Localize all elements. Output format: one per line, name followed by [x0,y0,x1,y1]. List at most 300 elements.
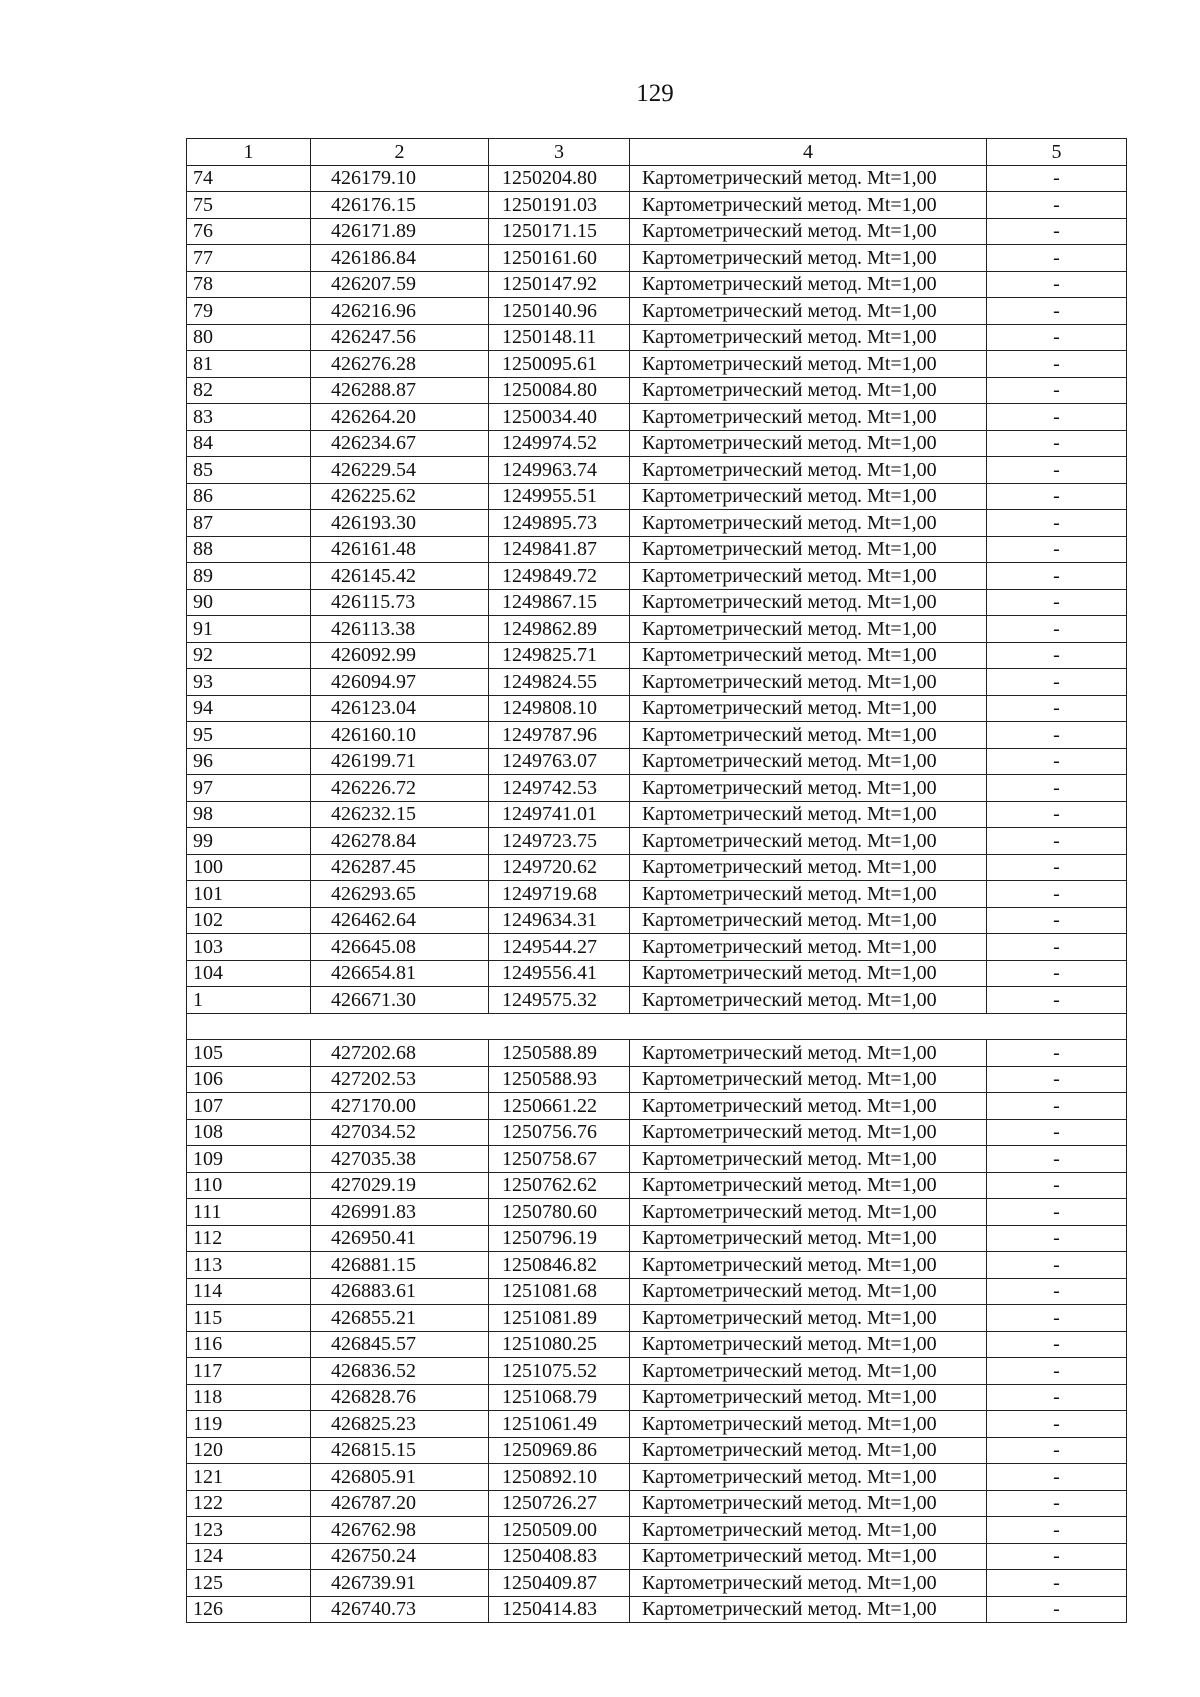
table-row [187,1411,1127,1438]
x-coordinate-cell: 426288.87 [311,377,489,404]
point-number-cell: 125 [187,1570,311,1597]
table-row [187,1040,1127,1067]
y-coordinate-cell: 1250095.61 [489,351,630,378]
method-cell: Картометрический метод. Mt=1,00 [630,165,987,192]
point-number-cell: 110 [187,1172,311,1199]
method-cell: Картометрический метод. Mt=1,00 [630,695,987,722]
table-row [187,775,1127,802]
table-row [187,987,1127,1014]
point-number-cell: 88 [187,536,311,563]
x-coordinate-cell: 426247.56 [311,324,489,351]
point-number-cell: 84 [187,430,311,457]
point-number-cell: 116 [187,1331,311,1358]
method-cell: Картометрический метод. Mt=1,00 [630,642,987,669]
note-cell: - [987,934,1127,961]
y-coordinate-cell: 1249867.15 [489,589,630,616]
point-number-cell: 83 [187,404,311,431]
method-cell: Картометрический метод. Mt=1,00 [630,563,987,590]
y-coordinate-cell: 1249808.10 [489,695,630,722]
x-coordinate-cell: 426828.76 [311,1384,489,1411]
table-row [187,351,1127,378]
point-number-cell: 123 [187,1517,311,1544]
table-row [187,165,1127,192]
point-number-cell: 105 [187,1040,311,1067]
header-cell-y: 3 [489,139,630,166]
table-row [187,1278,1127,1305]
x-coordinate-cell: 426207.59 [311,271,489,298]
page-number: 129 [636,80,674,107]
table-row [187,1119,1127,1146]
point-number-cell: 120 [187,1437,311,1464]
table-row [187,695,1127,722]
y-coordinate-cell: 1249825.71 [489,642,630,669]
table-row [187,1066,1127,1093]
x-coordinate-cell: 426762.98 [311,1517,489,1544]
x-coordinate-cell: 426226.72 [311,775,489,802]
method-cell: Картометрический метод. Mt=1,00 [630,1331,987,1358]
x-coordinate-cell: 427035.38 [311,1146,489,1173]
y-coordinate-cell: 1251075.52 [489,1358,630,1385]
y-coordinate-cell: 1250140.96 [489,298,630,325]
method-cell: Картометрический метод. Mt=1,00 [630,1119,987,1146]
y-coordinate-cell: 1250147.92 [489,271,630,298]
method-cell: Картометрический метод. Mt=1,00 [630,1358,987,1385]
table-row [187,1358,1127,1385]
x-coordinate-cell: 426739.91 [311,1570,489,1597]
x-coordinate-cell: 427202.53 [311,1066,489,1093]
table-row [187,854,1127,881]
coordinates-table-body [187,139,1127,1623]
y-coordinate-cell: 1250204.80 [489,165,630,192]
x-coordinate-cell: 426216.96 [311,298,489,325]
method-cell: Картометрический метод. Mt=1,00 [630,1543,987,1570]
note-cell: - [987,404,1127,431]
x-coordinate-cell: 426199.71 [311,748,489,775]
y-coordinate-cell: 1249723.75 [489,828,630,855]
note-cell: - [987,1146,1127,1173]
point-number-cell: 1 [187,987,311,1014]
method-cell: Картометрический метод. Mt=1,00 [630,351,987,378]
table-row [187,1146,1127,1173]
table-row [187,1384,1127,1411]
table-row [187,907,1127,934]
table-row [187,1225,1127,1252]
point-number-cell: 85 [187,457,311,484]
table-row [187,748,1127,775]
note-cell: - [987,351,1127,378]
point-number-cell: 115 [187,1305,311,1332]
y-coordinate-cell: 1249556.41 [489,960,630,987]
y-coordinate-cell: 1250171.15 [489,218,630,245]
point-number-cell: 74 [187,165,311,192]
y-coordinate-cell: 1250034.40 [489,404,630,431]
method-cell: Картометрический метод. Mt=1,00 [630,722,987,749]
table-row [187,1331,1127,1358]
y-coordinate-cell: 1249787.96 [489,722,630,749]
table-row [187,1570,1127,1597]
point-number-cell: 119 [187,1411,311,1438]
x-coordinate-cell: 426094.97 [311,669,489,696]
table-row [187,642,1127,669]
x-coordinate-cell: 426881.15 [311,1252,489,1279]
y-coordinate-cell: 1249742.53 [489,775,630,802]
y-coordinate-cell: 1250780.60 [489,1199,630,1226]
note-cell: - [987,1384,1127,1411]
y-coordinate-cell: 1250661.22 [489,1093,630,1120]
point-number-cell: 114 [187,1278,311,1305]
y-coordinate-cell: 1251068.79 [489,1384,630,1411]
method-cell: Картометрический метод. Mt=1,00 [630,536,987,563]
y-coordinate-cell: 1249741.01 [489,801,630,828]
table-row [187,960,1127,987]
point-number-cell: 109 [187,1146,311,1173]
y-coordinate-cell: 1250161.60 [489,245,630,272]
method-cell: Картометрический метод. Mt=1,00 [630,854,987,881]
x-coordinate-cell: 426186.84 [311,245,489,272]
y-coordinate-cell: 1249862.89 [489,616,630,643]
y-coordinate-cell: 1251081.89 [489,1305,630,1332]
table-row [187,218,1127,245]
note-cell: - [987,1358,1127,1385]
y-coordinate-cell: 1249634.31 [489,907,630,934]
y-coordinate-cell: 1250892.10 [489,1464,630,1491]
table-row [187,934,1127,961]
note-cell: - [987,1093,1127,1120]
method-cell: Картометрический метод. Mt=1,00 [630,1411,987,1438]
note-cell: - [987,775,1127,802]
method-cell: Картометрический метод. Mt=1,00 [630,669,987,696]
x-coordinate-cell: 426836.52 [311,1358,489,1385]
note-cell: - [987,324,1127,351]
method-cell: Картометрический метод. Mt=1,00 [630,1278,987,1305]
header-cell-point: 1 [187,139,311,166]
y-coordinate-cell: 1249849.72 [489,563,630,590]
note-cell: - [987,1490,1127,1517]
method-cell: Картометрический метод. Mt=1,00 [630,1093,987,1120]
note-cell: - [987,430,1127,457]
y-coordinate-cell: 1249963.74 [489,457,630,484]
note-cell: - [987,1278,1127,1305]
y-coordinate-cell: 1250726.27 [489,1490,630,1517]
y-coordinate-cell: 1250758.67 [489,1146,630,1173]
note-cell: - [987,536,1127,563]
x-coordinate-cell: 426845.57 [311,1331,489,1358]
note-cell: - [987,748,1127,775]
note-cell: - [987,1517,1127,1544]
x-coordinate-cell: 426991.83 [311,1199,489,1226]
table-row [187,377,1127,404]
point-number-cell: 121 [187,1464,311,1491]
note-cell: - [987,642,1127,669]
note-cell: - [987,960,1127,987]
y-coordinate-cell: 1250409.87 [489,1570,630,1597]
y-coordinate-cell: 1249824.55 [489,669,630,696]
method-cell: Картометрический метод. Mt=1,00 [630,1517,987,1544]
method-cell: Картометрический метод. Mt=1,00 [630,1437,987,1464]
note-cell: - [987,881,1127,908]
note-cell: - [987,1225,1127,1252]
method-cell: Картометрический метод. Mt=1,00 [630,192,987,219]
y-coordinate-cell: 1249955.51 [489,483,630,510]
note-cell: - [987,1411,1127,1438]
note-cell: - [987,563,1127,590]
method-cell: Картометрический метод. Mt=1,00 [630,1490,987,1517]
y-coordinate-cell: 1250414.83 [489,1596,630,1623]
table-row [187,1437,1127,1464]
method-cell: Картометрический метод. Mt=1,00 [630,616,987,643]
point-number-cell: 107 [187,1093,311,1120]
table-row [187,457,1127,484]
y-coordinate-cell: 1250509.00 [489,1517,630,1544]
note-cell: - [987,669,1127,696]
table-row [187,1093,1127,1120]
table-row [187,1172,1127,1199]
point-number-cell: 100 [187,854,311,881]
point-number-cell: 113 [187,1252,311,1279]
method-cell: Картометрический метод. Mt=1,00 [630,1225,987,1252]
table-row [187,192,1127,219]
x-coordinate-cell: 426193.30 [311,510,489,537]
note-cell: - [987,1305,1127,1332]
table-row [187,589,1127,616]
y-coordinate-cell: 1251061.49 [489,1411,630,1438]
note-cell: - [987,165,1127,192]
note-cell: - [987,1570,1127,1597]
note-cell: - [987,907,1127,934]
note-cell: - [987,298,1127,325]
point-number-cell: 92 [187,642,311,669]
y-coordinate-cell: 1250762.62 [489,1172,630,1199]
method-cell: Картометрический метод. Mt=1,00 [630,801,987,828]
note-cell: - [987,457,1127,484]
method-cell: Картометрический метод. Mt=1,00 [630,324,987,351]
x-coordinate-cell: 426293.65 [311,881,489,908]
table-row [187,722,1127,749]
note-cell: - [987,1331,1127,1358]
x-coordinate-cell: 426092.99 [311,642,489,669]
table-row [187,536,1127,563]
note-cell: - [987,271,1127,298]
point-number-cell: 87 [187,510,311,537]
y-coordinate-cell: 1250756.76 [489,1119,630,1146]
x-coordinate-cell: 427029.19 [311,1172,489,1199]
x-coordinate-cell: 426950.41 [311,1225,489,1252]
note-cell: - [987,1543,1127,1570]
note-cell: - [987,854,1127,881]
table-row [187,828,1127,855]
point-number-cell: 94 [187,695,311,722]
note-cell: - [987,483,1127,510]
y-coordinate-cell: 1250796.19 [489,1225,630,1252]
method-cell: Картометрический метод. Mt=1,00 [630,1305,987,1332]
point-number-cell: 78 [187,271,311,298]
point-number-cell: 101 [187,881,311,908]
point-number-cell: 90 [187,589,311,616]
x-coordinate-cell: 426787.20 [311,1490,489,1517]
point-number-cell: 98 [187,801,311,828]
method-cell: Картометрический метод. Mt=1,00 [630,987,987,1014]
method-cell: Картометрический метод. Mt=1,00 [630,1040,987,1067]
x-coordinate-cell: 426225.62 [311,483,489,510]
table-row [187,483,1127,510]
table-row [187,1464,1127,1491]
y-coordinate-cell: 1250588.93 [489,1066,630,1093]
table-row [187,245,1127,272]
table-row [187,1199,1127,1226]
table-row [187,1596,1127,1623]
x-coordinate-cell: 426883.61 [311,1278,489,1305]
y-coordinate-cell: 1249974.52 [489,430,630,457]
table-row [187,324,1127,351]
x-coordinate-cell: 427034.52 [311,1119,489,1146]
point-number-cell: 79 [187,298,311,325]
method-cell: Картометрический метод. Mt=1,00 [630,1066,987,1093]
y-coordinate-cell: 1251081.68 [489,1278,630,1305]
note-cell: - [987,192,1127,219]
point-number-cell: 97 [187,775,311,802]
table-row [187,881,1127,908]
note-cell: - [987,377,1127,404]
y-coordinate-cell: 1249544.27 [489,934,630,961]
method-cell: Картометрический метод. Mt=1,00 [630,245,987,272]
x-coordinate-cell: 426671.30 [311,987,489,1014]
point-number-cell: 118 [187,1384,311,1411]
table-separator-row [187,1013,1127,1040]
point-number-cell: 77 [187,245,311,272]
note-cell: - [987,1119,1127,1146]
table-header-row [187,139,1127,166]
point-number-cell: 124 [187,1543,311,1570]
method-cell: Картометрический метод. Mt=1,00 [630,828,987,855]
method-cell: Картометрический метод. Mt=1,00 [630,430,987,457]
method-cell: Картометрический метод. Mt=1,00 [630,1570,987,1597]
method-cell: Картометрический метод. Mt=1,00 [630,377,987,404]
table-row [187,1543,1127,1570]
note-cell: - [987,510,1127,537]
x-coordinate-cell: 426645.08 [311,934,489,961]
method-cell: Картометрический метод. Mt=1,00 [630,748,987,775]
note-cell: - [987,1596,1127,1623]
point-number-cell: 106 [187,1066,311,1093]
x-coordinate-cell: 426179.10 [311,165,489,192]
x-coordinate-cell: 426740.73 [311,1596,489,1623]
note-cell: - [987,1437,1127,1464]
table-row [187,510,1127,537]
table-row [187,563,1127,590]
note-cell: - [987,1199,1127,1226]
y-coordinate-cell: 1249763.07 [489,748,630,775]
point-number-cell: 95 [187,722,311,749]
note-cell: - [987,589,1127,616]
point-number-cell: 112 [187,1225,311,1252]
x-coordinate-cell: 426176.15 [311,192,489,219]
method-cell: Картометрический метод. Mt=1,00 [630,934,987,961]
table-row [187,271,1127,298]
method-cell: Картометрический метод. Mt=1,00 [630,483,987,510]
method-cell: Картометрический метод. Mt=1,00 [630,404,987,431]
x-coordinate-cell: 426855.21 [311,1305,489,1332]
method-cell: Картометрический метод. Mt=1,00 [630,1199,987,1226]
x-coordinate-cell: 426171.89 [311,218,489,245]
note-cell: - [987,1066,1127,1093]
x-coordinate-cell: 426276.28 [311,351,489,378]
point-number-cell: 99 [187,828,311,855]
method-cell: Картометрический метод. Mt=1,00 [630,907,987,934]
y-coordinate-cell: 1249720.62 [489,854,630,881]
note-cell: - [987,1172,1127,1199]
point-number-cell: 103 [187,934,311,961]
point-number-cell: 102 [187,907,311,934]
x-coordinate-cell: 426825.23 [311,1411,489,1438]
y-coordinate-cell: 1250191.03 [489,192,630,219]
point-number-cell: 80 [187,324,311,351]
x-coordinate-cell: 426278.84 [311,828,489,855]
note-cell: - [987,801,1127,828]
point-number-cell: 75 [187,192,311,219]
x-coordinate-cell: 426232.15 [311,801,489,828]
method-cell: Картометрический метод. Mt=1,00 [630,218,987,245]
method-cell: Картометрический метод. Mt=1,00 [630,1252,987,1279]
y-coordinate-cell: 1251080.25 [489,1331,630,1358]
method-cell: Картометрический метод. Mt=1,00 [630,1146,987,1173]
note-cell: - [987,828,1127,855]
coordinates-table [186,138,1127,1623]
method-cell: Картометрический метод. Mt=1,00 [630,881,987,908]
x-coordinate-cell: 426815.15 [311,1437,489,1464]
y-coordinate-cell: 1249575.32 [489,987,630,1014]
x-coordinate-cell: 426160.10 [311,722,489,749]
note-cell: - [987,218,1127,245]
header-cell-note: 5 [987,139,1127,166]
method-cell: Картометрический метод. Mt=1,00 [630,271,987,298]
x-coordinate-cell: 427170.00 [311,1093,489,1120]
method-cell: Картометрический метод. Mt=1,00 [630,960,987,987]
method-cell: Картометрический метод. Mt=1,00 [630,1172,987,1199]
y-coordinate-cell: 1249895.73 [489,510,630,537]
y-coordinate-cell: 1250846.82 [489,1252,630,1279]
x-coordinate-cell: 427202.68 [311,1040,489,1067]
x-coordinate-cell: 426145.42 [311,563,489,590]
header-cell-method: 4 [630,139,987,166]
x-coordinate-cell: 426229.54 [311,457,489,484]
y-coordinate-cell: 1250148.11 [489,324,630,351]
point-number-cell: 91 [187,616,311,643]
y-coordinate-cell: 1249841.87 [489,536,630,563]
method-cell: Картометрический метод. Mt=1,00 [630,457,987,484]
note-cell: - [987,722,1127,749]
table-row [187,404,1127,431]
point-number-cell: 126 [187,1596,311,1623]
note-cell: - [987,245,1127,272]
point-number-cell: 96 [187,748,311,775]
table-row [187,430,1127,457]
x-coordinate-cell: 426805.91 [311,1464,489,1491]
method-cell: Картометрический метод. Mt=1,00 [630,1596,987,1623]
x-coordinate-cell: 426264.20 [311,404,489,431]
table-row [187,298,1127,325]
y-coordinate-cell: 1249719.68 [489,881,630,908]
method-cell: Картометрический метод. Mt=1,00 [630,775,987,802]
method-cell: Картометрический метод. Mt=1,00 [630,510,987,537]
table-row [187,669,1127,696]
point-number-cell: 81 [187,351,311,378]
table-row [187,801,1127,828]
y-coordinate-cell: 1250084.80 [489,377,630,404]
separator-cell [187,1013,1127,1040]
table-row [187,1305,1127,1332]
x-coordinate-cell: 426123.04 [311,695,489,722]
x-coordinate-cell: 426161.48 [311,536,489,563]
